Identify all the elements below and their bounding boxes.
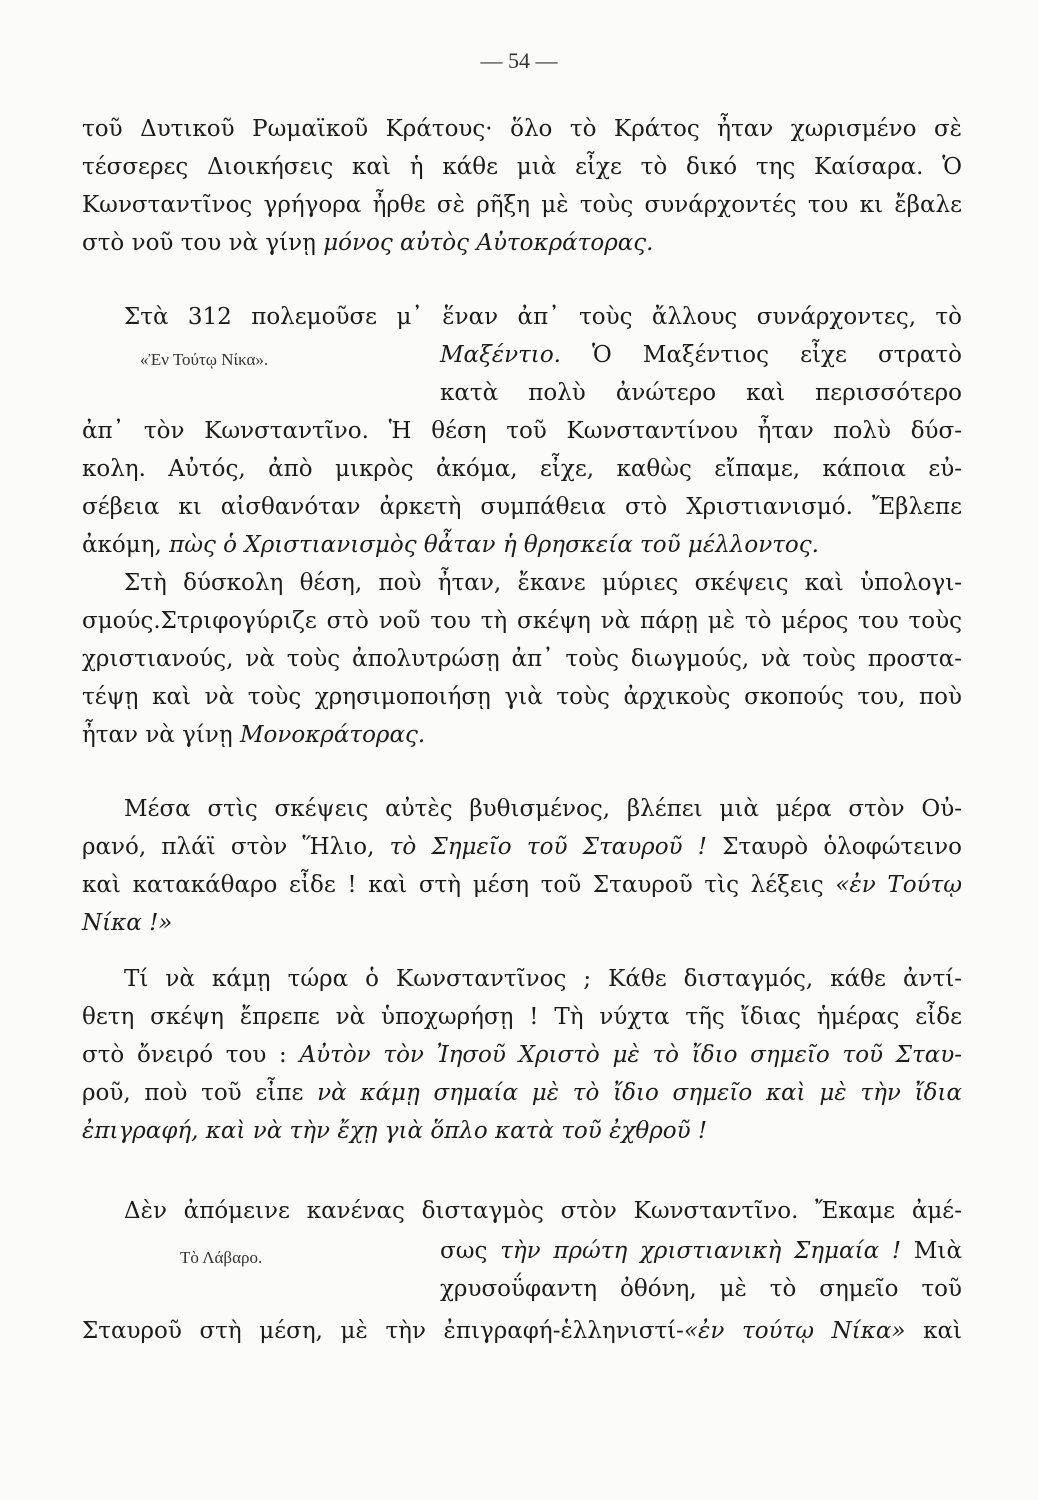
- italic-phrase: Μονοκράτορας.: [240, 722, 426, 748]
- text-line: κατὰ πολὺ ἀνώτερο καὶ περισσότερο: [440, 380, 962, 406]
- text-line: στὸ νοῦ του νὰ γίνῃ μόνος αὐτὸς Αὐτοκράτορας.: [82, 230, 654, 256]
- text-line: Μέσα στὶς σκέψεις αὐτὲς βυθισμένος, βλέπει μιὰ μέρα στὸν Οὐ-: [124, 796, 962, 822]
- text-line: τέσσερες Διοικήσεις καὶ ἡ κάθε μιὰ εἶχε τὸ δικό της Καίσαρα. Ὁ: [82, 154, 962, 180]
- paragraph-5-rest: [82, 998, 962, 1150]
- text-line: χριστιανούς, νὰ τοὺς ἀπολυτρώσῃ ἀπ᾿ τοὺς διωγμούς, νὰ τοὺς προστα-: [82, 646, 962, 672]
- italic-phrase: Αὐτὸν τὸν Ἰησοῦ Χριστὸ μὲ τὸ ἴδιο σημεῖο τοῦ Σταυ-: [299, 1042, 962, 1068]
- paragraph-3-rest: [82, 602, 962, 754]
- paragraph-6-rest: [82, 1312, 962, 1350]
- paragraph-4-rest: [82, 828, 962, 942]
- paragraph-2-indented: [440, 336, 962, 412]
- margin-note: «Ἐν Τούτῳ Νίκα».: [140, 350, 269, 369]
- paragraph-2-rest: [82, 412, 962, 564]
- text-line: θετη σκέψη ἔπρεπε νὰ ὑποχωρήσῃ ! Τὴ νύχτα τῆς ἴδιας ἡμέρας εἶδε: [82, 1004, 962, 1030]
- italic-phrase: «ἐν τούτῳ Νίκα»: [683, 1318, 906, 1344]
- text-line: χρυσοΰφαντη ὀθόνη, μὲ τὸ σημεῖο τοῦ: [440, 1276, 962, 1302]
- text-line: Κωνσταντῖνος γρήγορα ἦρθε σὲ ρῆξη μὲ τοὺς συνάρχοντές του κι ἔβαλε: [82, 192, 962, 218]
- text-line: Στὰ 312 πολεμοῦσε μ᾿ ἕναν ἀπ᾿ τοὺς ἄλλους συνάρχοντες, τὸ: [124, 304, 962, 330]
- text-line: ρανό, πλάϊ στὸν Ἥλιο, τὸ Σημεῖο τοῦ Σταυροῦ ! Σταυρὸ ὁλοφώτεινο: [82, 834, 962, 860]
- text-line: ἐπιγραφή, καὶ νὰ τὴν ἔχῃ γιὰ ὅπλο κατὰ τοῦ ἐχθροῦ !: [82, 1118, 708, 1144]
- text-line: τοῦ Δυτικοῦ Ρωμαϊκοῦ Κράτους· ὅλο τὸ Κράτος ἦταν χωρισμένο σὲ: [82, 116, 962, 142]
- paragraph-6-first-line: [124, 1192, 962, 1230]
- page-number: — 54 —: [480, 48, 558, 73]
- text-line: τέψῃ καὶ νὰ τοὺς χρησιμοποιήσῃ γιὰ τοὺς ἀρχικοὺς σκοπούς του, ποὺ: [82, 684, 962, 710]
- text-line: Τί νὰ κάμῃ τώρα ὁ Κωνσταντῖνος ; Κάθε δισταγμός, κάθε ἀντί-: [124, 966, 962, 992]
- text-line: ἦταν νὰ γίνῃ Μονοκράτορας.: [82, 722, 426, 748]
- italic-phrase: νὰ κάμῃ σημαία μὲ τὸ ἴδιο σημεῖο καὶ μὲ τὴν ἴδια: [317, 1080, 963, 1106]
- text-line: ἀπ᾿ τὸν Κωνσταντῖνο. Ἡ θέση τοῦ Κωνσταντίνου ἦταν πολὺ δύσ-: [82, 418, 962, 444]
- paragraph-3-first-line: [124, 564, 962, 602]
- text-line: ἀκόμη, πὼς ὁ Χριστιανισμὸς θἆταν ἡ θρησκεία τοῦ μέλλοντος.: [82, 532, 819, 558]
- paragraph-6-indented: [440, 1232, 962, 1308]
- italic-phrase: μόνος αὐτὸς Αὐτοκράτορας.: [323, 230, 654, 256]
- text-line: κολη. Αὐτός, ἀπὸ μικρὸς ἀκόμα, εἶχε, καθὼς εἴπαμε, κάποια εὐ-: [82, 456, 962, 482]
- paragraph-1: [82, 110, 962, 262]
- text-line: ροῦ, ποὺ τοῦ εἶπε νὰ κάμῃ σημαία μὲ τὸ ἴδιο σημεῖο καὶ μὲ τὴν ἴδια: [82, 1080, 963, 1106]
- paragraph-5-first-line: [124, 960, 962, 998]
- text-line: σμούς.Στριφογύριζε στὸ νοῦ του τὴ σκέψη νὰ πάρῃ μὲ τὸ μέρος του τοὺς: [82, 608, 962, 634]
- text-line: σως τὴν πρώτη χριστιανικὴ Σημαία ! Μιὰ: [440, 1238, 962, 1264]
- italic-phrase: πὼς ὁ Χριστιανισμὸς θἆταν ἡ θρησκεία τοῦ μέλλοντος.: [169, 532, 819, 558]
- italic-phrase: τὴν πρώτη χριστιανικὴ Σημαία !: [500, 1238, 902, 1264]
- text-line: Νίκα !»: [82, 910, 173, 936]
- text-line: σέβεια κι αἰσθανόταν ἀρκετὴ συμπάθεια στὸ Χριστιανισμό. Ἔβλεπε: [82, 494, 962, 520]
- text-line: Στὴ δύσκολη θέση, ποὺ ἦταν, ἔκανε μύριες σκέψεις καὶ ὑπολογι-: [124, 570, 962, 596]
- paragraph-4-first-line: [124, 790, 962, 828]
- italic-phrase: «ἐν Τούτῳ: [835, 872, 963, 898]
- text-line: Δὲν ἀπόμεινε κανένας δισταγμὸς στὸν Κωνσταντῖνο. Ἔκαμε ἀμέ-: [124, 1198, 962, 1224]
- paragraph-2-first-line: [124, 298, 962, 336]
- text-line: στὸ ὄνειρό του : Αὐτὸν τὸν Ἰησοῦ Χριστὸ μὲ τὸ ἴδιο σημεῖο τοῦ Σταυ-: [82, 1042, 962, 1068]
- margin-note: Τὸ Λάβαρο.: [180, 1248, 263, 1267]
- text-line: καὶ κατακάθαρο εἶδε ! καὶ στὴ μέση τοῦ Σταυροῦ τὶς λέξεις «ἐν Τούτῳ: [82, 872, 963, 898]
- text-line: Μαξέντιο. Ὁ Μαξέντιος εἶχε στρατὸ: [440, 342, 962, 368]
- text-line: Σταυροῦ στὴ μέση, μὲ τὴν ἐπιγραφή-ἑλληνιστί-«ἐν τούτῳ Νίκα» καὶ: [82, 1318, 962, 1344]
- italic-phrase: τὸ Σημεῖο τοῦ Σταυροῦ !: [389, 834, 708, 860]
